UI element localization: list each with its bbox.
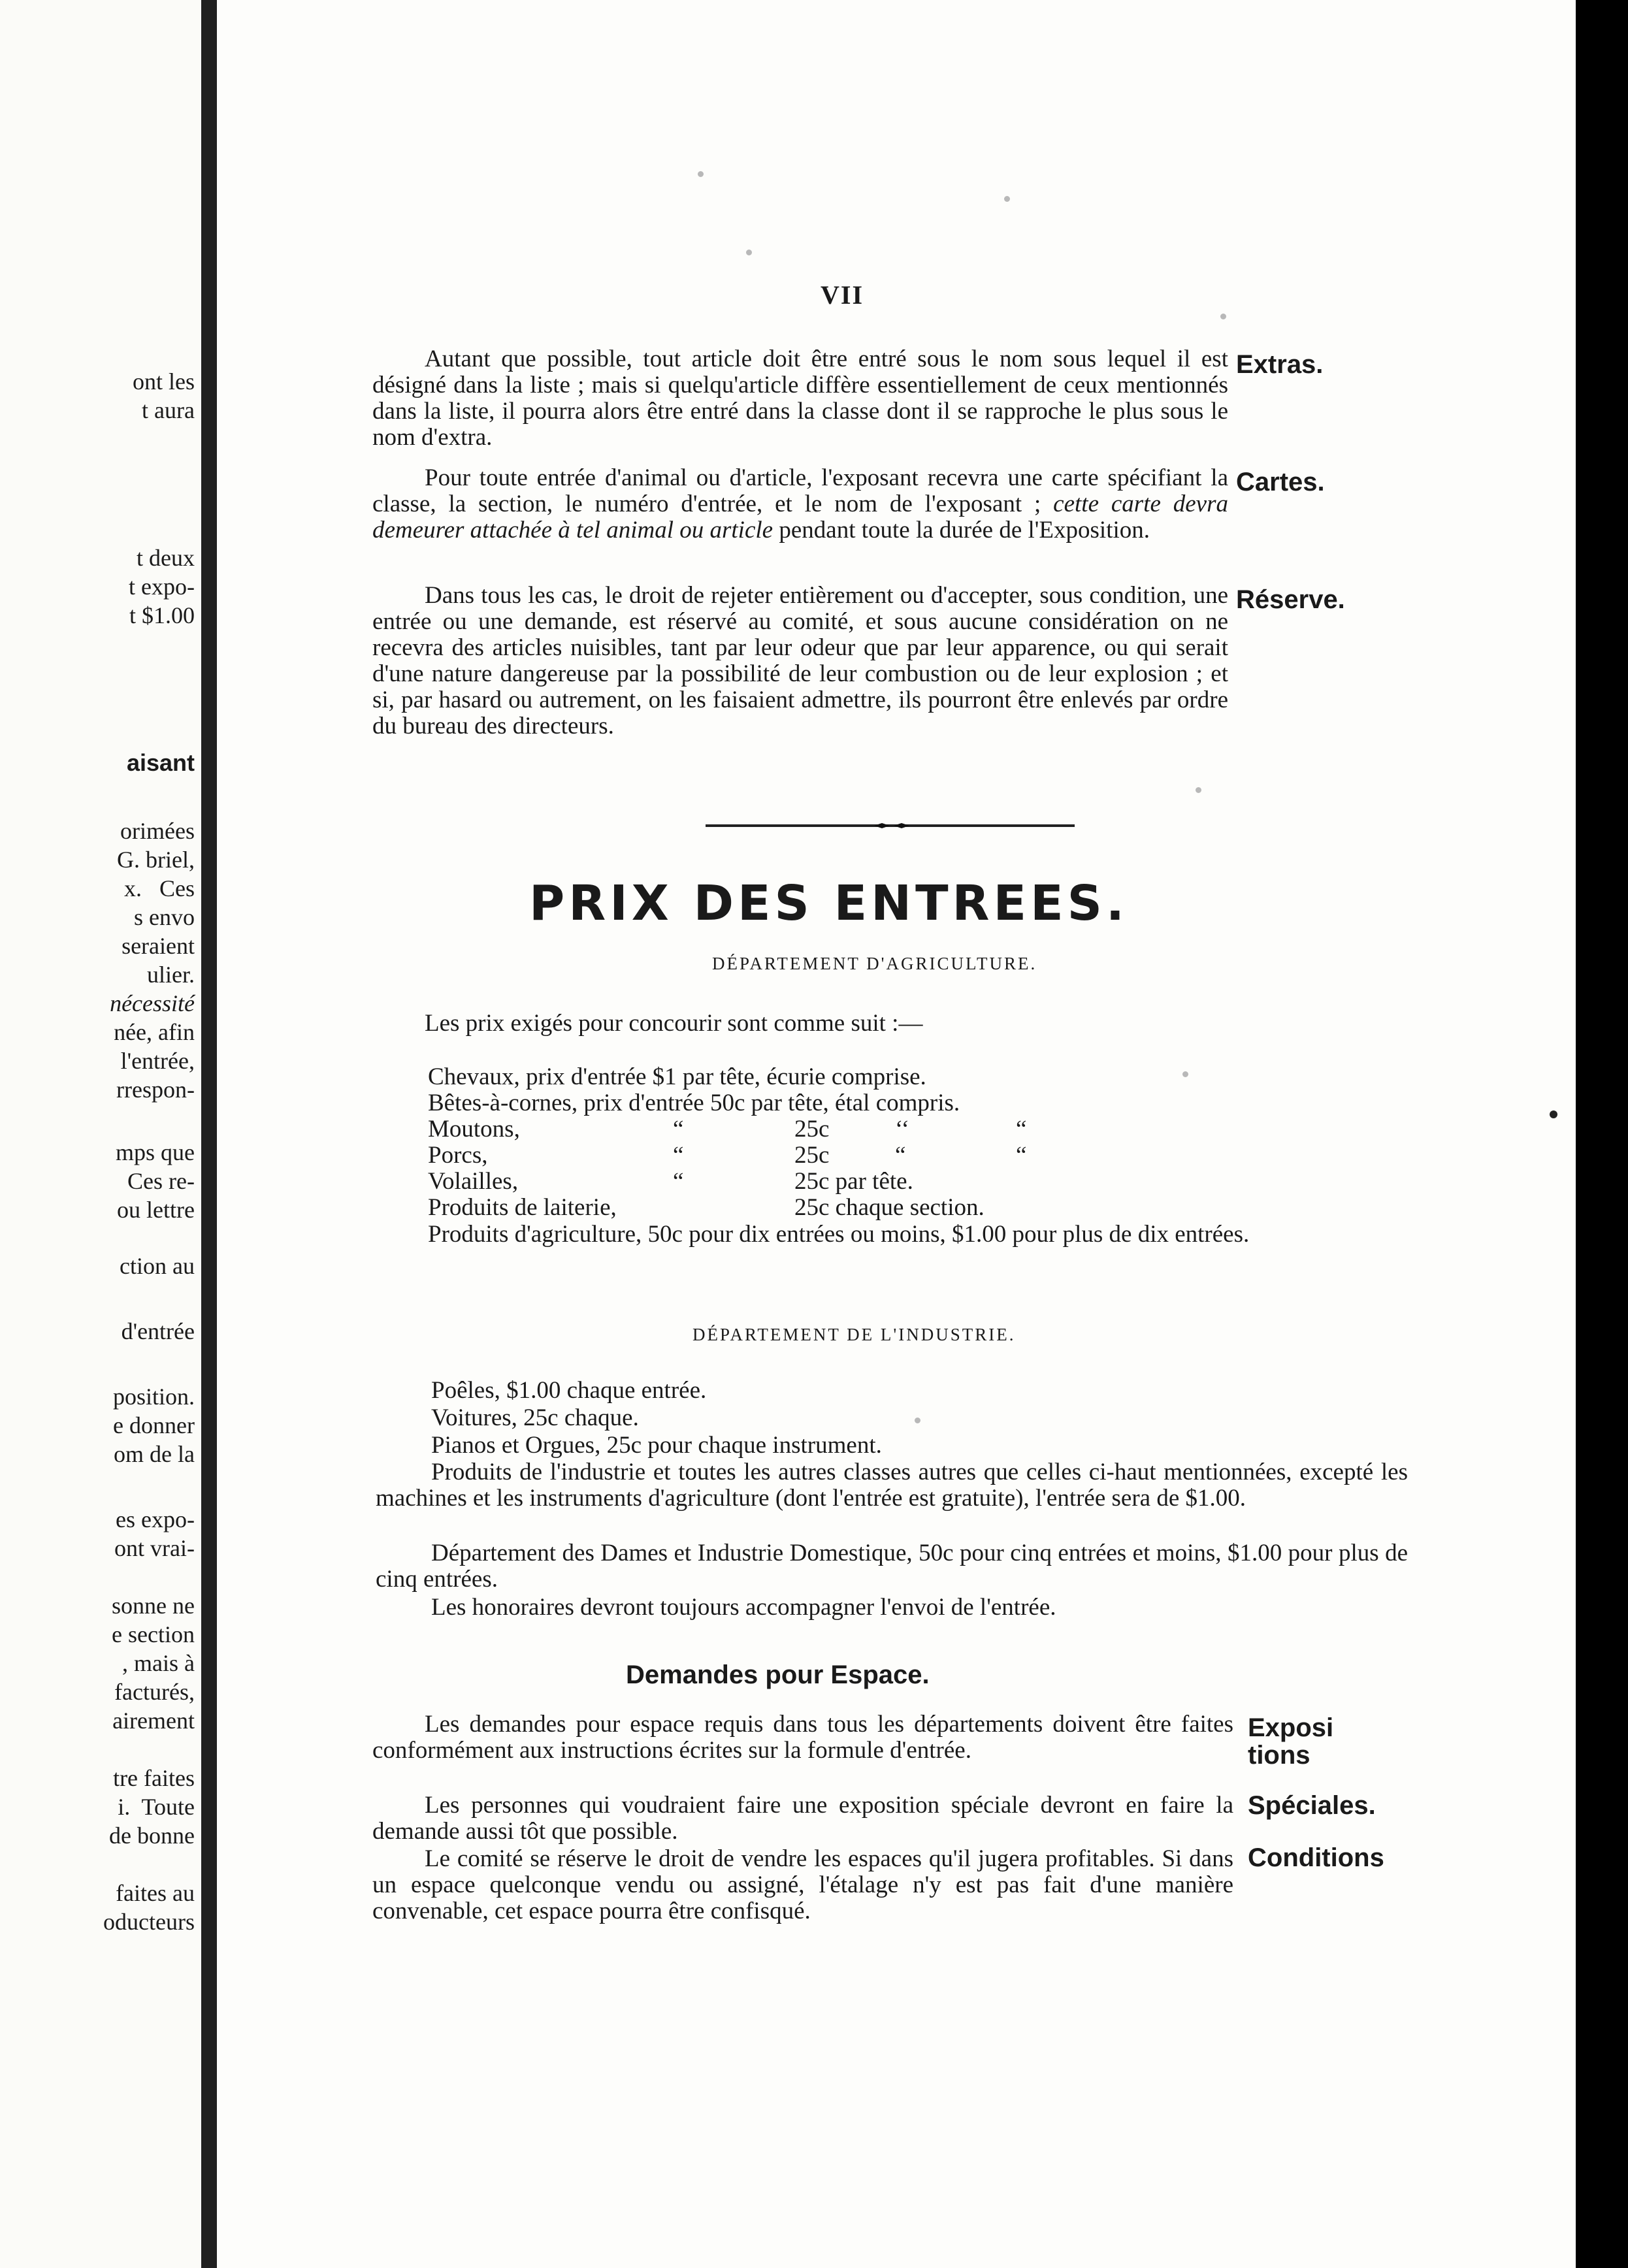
left-page-line: nécessité: [110, 990, 195, 1016]
paragraph-cartes-text-a: Pour toute entrée d'animal ou d'article, l'exposant recevra une carte spécifiant la classe, la section, le numéro d'entrée, et le nom de l'exposant ;: [372, 464, 1228, 517]
left-page-line: facturés,: [114, 1679, 195, 1705]
paragraph-cartes: [372, 465, 1228, 543]
scan-speck: [1004, 196, 1010, 202]
row-porcs-ditto: “: [673, 1142, 684, 1169]
margin-note-extras: Extras.: [1236, 350, 1324, 379]
row-laiterie-item: Produits de laiterie,: [428, 1194, 617, 1221]
left-page-line: d'entrée: [121, 1318, 195, 1344]
demandes-paragraph-3: Le comité se réserve le droit de vendre les espaces qu'il jugera profitables. Si dans un espace quelconque vendu ou assigné, l'étalage n'y est pas fait d'une manière convenable, cet espace pourra être confisqué.: [372, 1845, 1233, 1924]
scan-speck: [746, 250, 752, 255]
left-page-line: ulier.: [147, 962, 195, 988]
industrie-line-poeles: Poêles, $1.00 chaque entrée.: [431, 1377, 707, 1404]
left-page-line: e section: [112, 1621, 195, 1647]
paragraph-cartes-text-b: pendant toute la durée de l'Exposition.: [773, 517, 1150, 543]
ornamental-rule: [706, 823, 1075, 828]
industrie-paragraph: Produits de l'industrie et toutes les autres classes autres que celles ci-haut mentionnées, excepté les machines et les instruments d'agriculture (dont l'entrée est gratuite), l'entrée sera de $1.00.: [376, 1459, 1408, 1512]
row-porcs-price: 25c: [794, 1142, 830, 1169]
left-page-line: rrespon-: [116, 1077, 195, 1103]
page-number: VII: [821, 280, 864, 310]
demandes-paragraph-1: Les demandes pour espace requis dans tous les départements doivent être faites conformément aux instructions écrites sur la formule d'entrée.: [372, 1711, 1233, 1764]
industrie-line-voitures: Voitures, 25c chaque.: [431, 1404, 639, 1431]
section-title: PRIX DES ENTREES.: [529, 875, 1129, 932]
left-page-line: mps que: [116, 1139, 195, 1165]
row-porcs-ditto2: “: [895, 1142, 906, 1169]
left-page-line: , mais à: [122, 1650, 195, 1676]
row-volailles-price: 25c par tête.: [794, 1168, 913, 1195]
industrie-line-pianos: Pianos et Orgues, 25c pour chaque instrument.: [431, 1432, 882, 1459]
row-moutons-price: 25c: [794, 1116, 830, 1142]
scan-speck: [698, 171, 704, 177]
row-laiterie-price: 25c chaque section.: [794, 1194, 985, 1221]
scan-speck: [1220, 314, 1226, 319]
paragraph-extras: Autant que possible, tout article doit être entré sous le nom sous lequel il est désigné dans la liste ; mais si quelqu'article diffère essentiellement de ceux mentionnés dans la liste, il pourra alors être entré dans la classe dont il se rapproche le plus sous le nom d'extra.: [372, 346, 1228, 451]
left-page-line: de bonne: [109, 1822, 195, 1849]
left-page-line: sonne ne: [112, 1593, 195, 1619]
subheading-agriculture: DÉPARTEMENT D'AGRICULTURE.: [712, 954, 1037, 973]
left-page-line: née, afin: [114, 1019, 195, 1045]
left-page-line: t $1.00: [129, 602, 195, 628]
left-page-line: om de la: [114, 1441, 195, 1467]
paragraph-cartes-italic: cette carte devra demeurer attachée à tel animal ou article: [372, 491, 1229, 543]
margin-note-expositions: Exposi tions: [1248, 1713, 1334, 1770]
left-page-line: airement: [112, 1708, 195, 1734]
left-page-line: ction au: [120, 1253, 195, 1279]
scanner-edge: [1576, 0, 1628, 2268]
scan-speck: [915, 1418, 920, 1423]
left-page-line: orimées: [120, 818, 195, 844]
page-gutter: [201, 0, 217, 2268]
row-porcs-item: Porcs,: [428, 1142, 488, 1169]
row-volailles-item: Volailles,: [428, 1168, 519, 1195]
left-page-line: ont vrai-: [114, 1535, 195, 1561]
left-page-line: t deux: [137, 545, 195, 571]
scan-speck: [1182, 1071, 1188, 1077]
scan-speck: [1196, 787, 1201, 793]
margin-note-reserve: Réserve.: [1236, 585, 1345, 614]
row-porcs-ditto3: “: [1016, 1142, 1027, 1169]
left-page-line: Ces re-: [127, 1168, 195, 1194]
left-page-line: seraient: [122, 933, 195, 959]
left-page-line: e donner: [113, 1412, 195, 1438]
margin-note-conditions: Conditions: [1248, 1843, 1384, 1872]
margin-note-cartes: Cartes.: [1236, 468, 1325, 496]
row-moutons-ditto: “: [673, 1116, 684, 1142]
left-page-line: t expo-: [129, 574, 195, 600]
prix-intro: Les prix exigés pour concourir sont comme suit :—: [425, 1010, 923, 1037]
left-page-line: oducteurs: [103, 1909, 195, 1935]
subheading-industrie: DÉPARTEMENT DE L'INDUSTRIE.: [692, 1325, 1016, 1344]
paragraph-reserve: Dans tous les cas, le droit de rejeter entièrement ou d'accepter, sous condition, une entrée ou une demande, est réservé au comité, et sous aucune considération on ne recevra des articles nuisibles, tant par leur odeur que par leur apparence, ou qui serait d'une nature dangereuse par la possibilité de leur combustion ou de leur explosion ; et si, par hasard ou autrement, on les faisaient admettre, ils pourront être enlevés par ordre du bureau des directeurs.: [372, 582, 1228, 739]
row-agri-products: Produits d'agriculture, 50c pour dix entrées ou moins, $1.00 pour plus de dix entrées.: [428, 1221, 1250, 1248]
left-page-line: tre faites: [113, 1765, 195, 1791]
left-page-line: ou lettre: [117, 1197, 195, 1223]
margin-note-speciales: Spéciales.: [1248, 1791, 1376, 1820]
left-page-line: l'entrée,: [120, 1048, 195, 1074]
row-betes: Bêtes-à-cornes, prix d'entrée 50c par tête, étal compris.: [428, 1090, 960, 1116]
left-page-line: s envo: [134, 904, 195, 930]
left-page-line: x. Ces: [124, 875, 195, 901]
left-page-line: position.: [112, 1384, 195, 1410]
left-page-line: es expo-: [116, 1506, 195, 1532]
demandes-heading: Demandes pour Espace.: [626, 1660, 930, 1689]
dames-paragraph: Département des Dames et Industrie Domestique, 50c pour cinq entrées et moins, $1.00 pour plus de cinq entrées.: [376, 1540, 1408, 1593]
left-page-line: aisant: [126, 749, 195, 776]
demandes-paragraph-2: Les personnes qui voudraient faire une exposition spéciale devront en faire la demande aussi tôt que possible.: [372, 1792, 1233, 1845]
scan-speck: [1550, 1110, 1557, 1118]
row-moutons-ditto3: “: [1016, 1116, 1027, 1142]
left-page-line: faites au: [116, 1880, 195, 1906]
honoraires-line: Les honoraires devront toujours accompagner l'envoi de l'entrée.: [431, 1594, 1056, 1621]
left-page-fragment: [0, 0, 201, 2268]
left-page-line: i. Toute: [118, 1794, 195, 1820]
row-moutons-item: Moutons,: [428, 1116, 520, 1142]
left-page-line: t aura: [142, 397, 195, 423]
row-volailles-ditto: “: [673, 1168, 684, 1195]
row-chevaux: Chevaux, prix d'entrée $1 par tête, écurie comprise.: [428, 1063, 926, 1090]
left-page-line: ont les: [133, 368, 195, 395]
row-moutons-ditto2: ‘‘: [895, 1116, 909, 1142]
left-page-line: G. briel,: [117, 847, 195, 873]
